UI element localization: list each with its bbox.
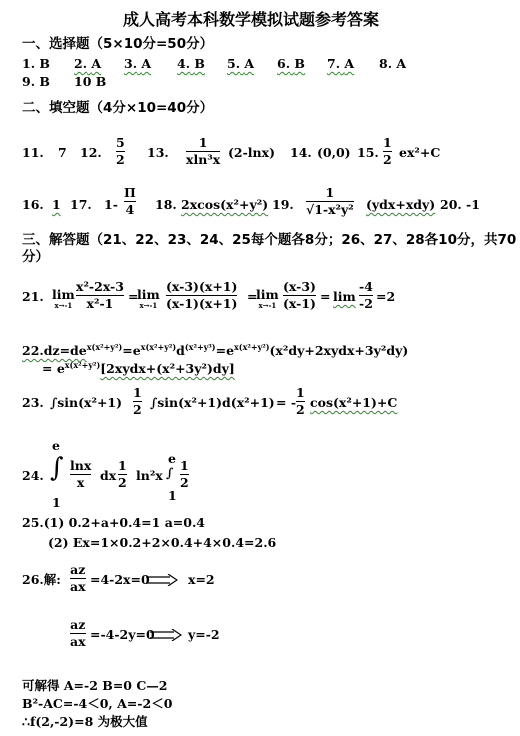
q26-result-1: x=2: [188, 572, 215, 587]
q22-line2: = $e^{x(x^2+y^2)}[2xydx+(x^2+3y^2)dy]$: [42, 360, 235, 377]
implies-arrow-icon: [150, 629, 182, 641]
q26-result-2: y=-2: [188, 627, 220, 642]
q26-fraction-2: az ax: [70, 617, 86, 649]
implies-arrow-icon: [146, 574, 178, 586]
q21-lim-4: lim: [333, 289, 356, 304]
mc-item: 4. B: [177, 56, 205, 71]
q24-lower-2: 1: [168, 488, 177, 503]
q20-label: 20.: [440, 197, 462, 212]
mc-item: 7. A: [327, 56, 355, 71]
q21-result: =2: [376, 289, 396, 304]
q21-eq: =: [128, 289, 139, 304]
q21-eq: =: [320, 289, 331, 304]
q25-line2: (2) Ex=1×0.2+2×0.4+4×0.4=2.6: [48, 535, 277, 550]
q24-fraction-half: 1 2: [118, 458, 127, 490]
q21-lim-1: lim x→-1: [52, 287, 75, 310]
q13-label: 13.: [147, 145, 169, 160]
q21-lim-2: lim x→-1: [137, 287, 160, 310]
q19-tail: (ydx+xdy): [366, 197, 436, 212]
q16-label: 16.: [22, 197, 44, 212]
q11-label: 11.: [22, 145, 44, 160]
mc-item: 10 B: [74, 74, 107, 89]
q23-fraction-1: 1 2: [133, 385, 142, 417]
q23-eq: = -: [276, 395, 297, 410]
q23-label: 23.: [22, 395, 44, 410]
q26-fraction-1: az ax: [70, 562, 86, 594]
conclusion-line1: 可解得 A=-2 B=0 C—2: [22, 678, 168, 693]
q15-tail: ex²+C: [399, 145, 441, 160]
mc-item: 8. A: [379, 56, 407, 71]
q26-eq-2: =-4-2y=0: [90, 627, 155, 642]
q21-label: 21.: [22, 289, 44, 304]
q21-fraction-4: -4 -2: [359, 279, 373, 311]
section1-heading: 一、选择题（5×10分=50分）: [22, 36, 214, 52]
q14-answer: (0,0): [317, 145, 351, 160]
q20-answer: -1: [466, 197, 480, 212]
page-title: 成人高考本科数学模拟试题参考答案: [123, 10, 380, 29]
q24-upper-2: e: [168, 451, 176, 466]
q24-upper: e: [52, 438, 60, 453]
q24-label: 24.: [22, 468, 44, 483]
q13-tail: (2-lnx): [228, 145, 276, 160]
q13-fraction: 1 xln³x: [186, 135, 221, 167]
mc-item: 6. B: [277, 56, 305, 71]
q21-fraction-1: x²-2x-3 x²-1: [76, 279, 124, 311]
section2-heading: 二、填空题（4分×10=40分）: [22, 100, 214, 116]
q26-eq-1: =4-2x=0: [90, 572, 150, 587]
q15-label: 15.: [357, 145, 379, 160]
q14-label: 14.: [290, 145, 312, 160]
q24-lower: 1: [52, 495, 61, 510]
q21-lim-3: lim x→-1: [256, 287, 279, 310]
section3-heading-line1: 三、解答题（21、22、23、24、25每个题各8分；26、27、28各10分，共70: [22, 232, 517, 248]
conclusion-line2: B²-AC=-4＜0, A=-2＜0: [22, 696, 173, 711]
q12-fraction: 5 2: [116, 135, 125, 167]
q24-result: 1 2: [180, 458, 189, 490]
q19-label: 19.: [272, 197, 294, 212]
q23-tail: cos(x²+1)+C: [310, 395, 398, 410]
mc-item: 3. A: [124, 56, 152, 71]
q21-eq: =: [247, 289, 258, 304]
q18-label: 18.: [155, 197, 177, 212]
q15-fraction: 1 2: [383, 135, 392, 167]
q17-label: 17.: [70, 197, 92, 212]
q21-fraction-2: (x-3)(x+1) (x-1)(x+1): [166, 279, 238, 311]
q24-fraction: lnx x: [70, 458, 92, 490]
q11-answer: 7: [58, 145, 67, 160]
integral-sign: ∫: [50, 453, 64, 483]
q24-dx: dx: [100, 468, 117, 483]
mc-item: 9. B: [22, 74, 50, 89]
q24-mid: ln²x: [136, 468, 163, 483]
q23-integral-2: ∫sin(x²+1)d(x²+1): [150, 395, 275, 410]
integral-bar-icon: ∫: [166, 465, 174, 480]
q12-label: 12.: [80, 145, 102, 160]
q23-fraction-2: 1 2: [296, 385, 305, 417]
q26-label: 26.解:: [22, 572, 61, 587]
q16-answer: 1: [52, 197, 61, 212]
q21-fraction-3: (x-3) (x-1): [283, 279, 316, 311]
mc-item: 2. A: [74, 56, 102, 71]
q22-line1: $22.dz=de^{x(x^2+y^2)}=e^{x(x^2+y^2)}d^{(x^2+y^3)}=e^{x(x^2+y^2)}(x^2dy+2xydx+3y^2dy)$: [22, 342, 409, 359]
q18-answer: 2xcos(x²+y²): [181, 197, 269, 212]
q17-prefix: 1-: [104, 197, 118, 212]
mc-item: 5. A: [227, 56, 255, 71]
section3-heading-line2: 分）: [22, 249, 49, 265]
q17-fraction: Π 4: [124, 185, 136, 217]
conclusion-line3: ∴f(2,-2)=8 为极大值: [22, 714, 148, 729]
q23-integral-1: ∫sin(x²+1): [50, 395, 123, 410]
mc-item: 1. B: [22, 56, 50, 71]
q19-fraction: 1 √1-x²y²: [306, 185, 354, 217]
q25-line1: 25.(1) 0.2+a+0.4=1 a=0.4: [22, 515, 206, 530]
